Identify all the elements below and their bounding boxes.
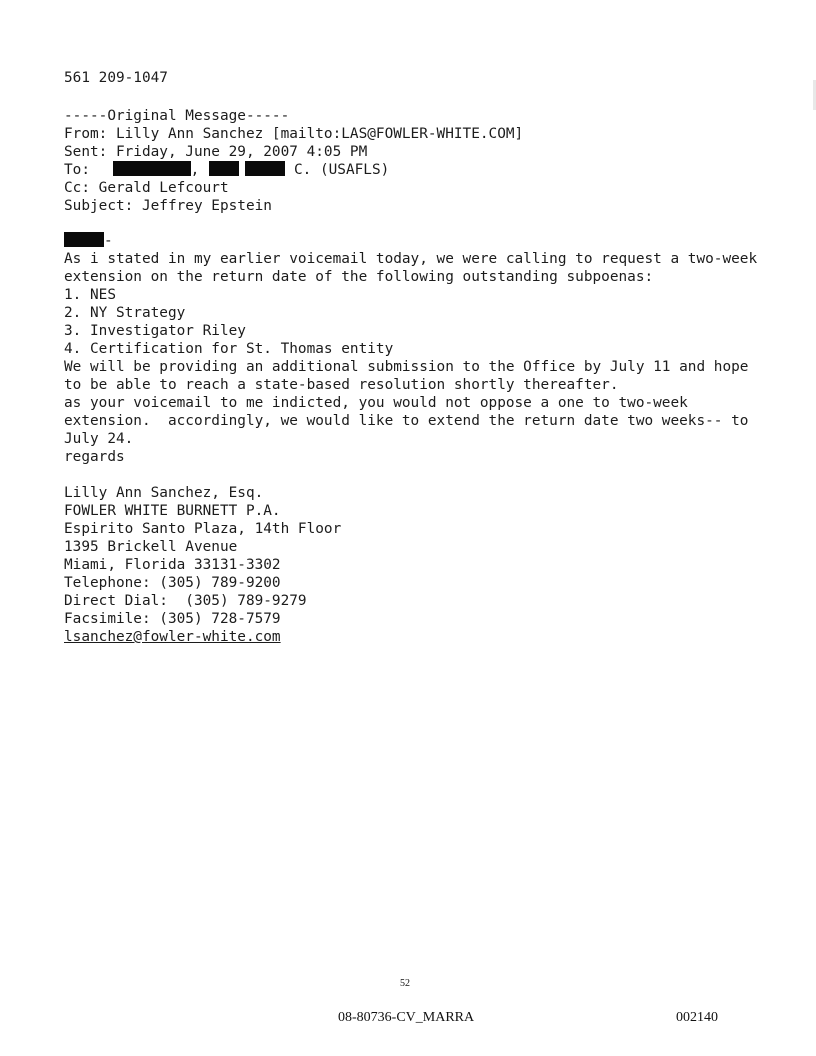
cc-line: Cc: Gerald Lefcourt [64, 180, 229, 196]
closing-line: regards [64, 449, 125, 465]
redaction-box [245, 161, 285, 176]
body-line: to be able to reach a state-based resolution shortly thereafter. [64, 377, 619, 393]
to-line [64, 161, 389, 179]
greeting-line [64, 232, 113, 250]
signature-email-link[interactable]: lsanchez@fowler-white.com [64, 629, 281, 645]
list-item: 2. NY Strategy [64, 305, 186, 321]
body-line: extension on the return date of the following outstanding subpoenas: [64, 269, 654, 285]
list-item: 4. Certification for St. Thomas entity [64, 341, 394, 357]
to-separator: , [190, 162, 200, 178]
signature-firm: FOWLER WHITE BURNETT P.A. [64, 503, 281, 519]
sent-line: Sent: Friday, June 29, 2007 4:05 PM [64, 144, 368, 160]
case-number: 08-80736-CV_MARRA [338, 1010, 475, 1025]
redaction-box [113, 161, 191, 176]
to-suffix: C. (USAFLS) [285, 162, 390, 178]
redaction-box [209, 161, 239, 176]
signature-direct-dial: Direct Dial: (305) 789-9279 [64, 593, 307, 609]
signature-name: Lilly Ann Sanchez, Esq. [64, 485, 264, 501]
signature-facsimile: Facsimile: (305) 728-7579 [64, 611, 281, 627]
original-message-divider: -----Original Message----- [64, 108, 290, 124]
phone-number: 561 209-1047 [64, 70, 168, 86]
body-line: July 24. [64, 431, 134, 447]
bates-number: 002140 [676, 1010, 718, 1025]
to-prefix: To: [64, 162, 99, 178]
signature-address-line: 1395 Brickell Avenue [64, 539, 238, 555]
body-line: extension. accordingly, we would like to extend the return date two weeks-- to [64, 413, 749, 429]
greeting-dash: - [104, 233, 113, 249]
list-item: 1. NES [64, 287, 116, 303]
body-line: As i stated in my earlier voicemail today, we were calling to request a two-week [64, 251, 758, 267]
body-line: We will be providing an additional submission to the Office by July 11 and hope [64, 359, 749, 375]
page-number: 52 [400, 978, 410, 989]
subject-line: Subject: Jeffrey Epstein [64, 198, 272, 214]
signature-address-line: Miami, Florida 33131-3302 [64, 557, 281, 573]
body-line: as your voicemail to me indicted, you would not oppose a one to two-week [64, 395, 688, 411]
from-line: From: Lilly Ann Sanchez [mailto:LAS@FOWLER-WHITE.COM] [64, 126, 524, 142]
list-item: 3. Investigator Riley [64, 323, 246, 339]
signature-telephone: Telephone: (305) 789-9200 [64, 575, 281, 591]
signature-address-line: Espirito Santo Plaza, 14th Floor [64, 521, 342, 537]
redaction-box [64, 232, 104, 247]
